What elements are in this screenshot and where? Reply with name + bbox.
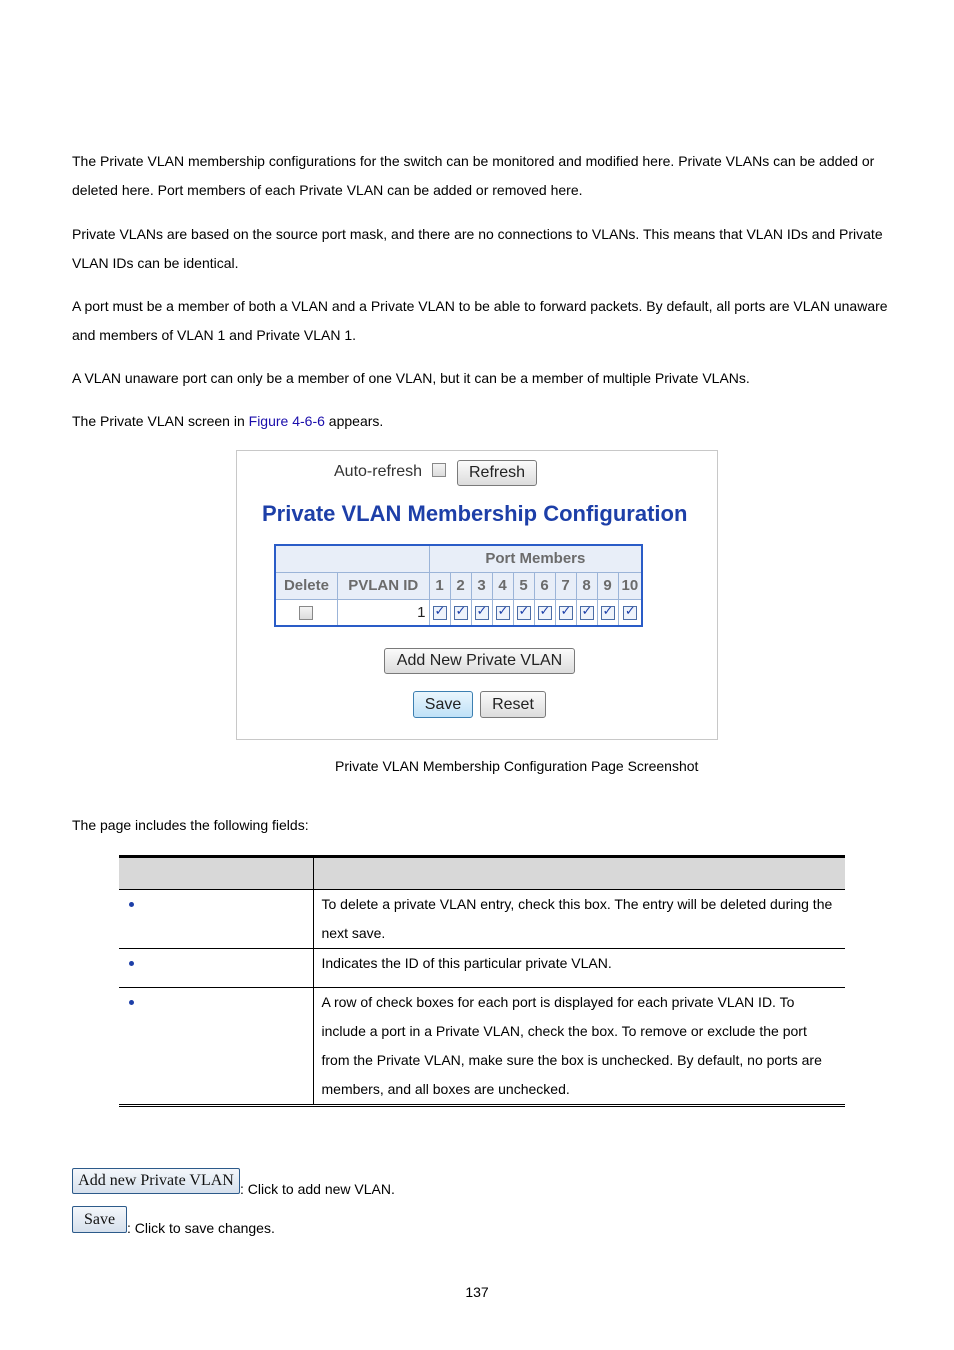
member-checkbox-port-3[interactable] bbox=[475, 606, 489, 620]
bullet-icon bbox=[129, 961, 134, 966]
fields-row-delete bbox=[119, 890, 845, 949]
member-checkbox-port-4[interactable] bbox=[496, 606, 510, 620]
legend-save-description: : Click to save changes. bbox=[127, 1220, 275, 1236]
member-cell-10 bbox=[618, 599, 642, 626]
field-description: To delete a private VLAN entry, check this box. The entry will be deleted during the next save. bbox=[313, 890, 845, 949]
port-header-9: 9 bbox=[597, 572, 618, 599]
refresh-button[interactable]: Refresh bbox=[457, 460, 537, 486]
member-checkbox-port-9[interactable] bbox=[601, 606, 615, 620]
port-header-1: 1 bbox=[429, 572, 450, 599]
fields-intro: The page includes the following fields: bbox=[72, 817, 309, 833]
save-button[interactable]: Save bbox=[413, 691, 473, 718]
member-checkbox-port-1[interactable] bbox=[433, 606, 447, 620]
legend-add-description: : Click to add new VLAN. bbox=[240, 1181, 395, 1197]
intro-paragraph-3: A port must be a member of both a VLAN and a Private VLAN to be able to forward packets. By default, all ports are VLAN unaware and members of VLAN 1 and Private VLAN 1. bbox=[72, 298, 888, 343]
member-checkbox-port-5[interactable] bbox=[517, 606, 531, 620]
delete-cell bbox=[275, 599, 337, 626]
port-header-5: 5 bbox=[513, 572, 534, 599]
figure-caption: Private VLAN Membership Configuration Page Screenshot bbox=[335, 758, 699, 774]
header-cell-object bbox=[119, 857, 313, 890]
fields-row-port-members bbox=[119, 988, 845, 1106]
field-name-cell bbox=[119, 988, 313, 1106]
delete-header: Delete bbox=[275, 572, 337, 599]
figure-reference-after: appears. bbox=[324, 413, 384, 429]
member-checkbox-port-8[interactable] bbox=[580, 606, 594, 620]
member-checkbox-port-10[interactable] bbox=[623, 606, 637, 620]
intro-paragraph-1: The Private VLAN membership configurations for the switch can be monitored and modified here. Private VLANs can be added or deleted here. Port members of each Private VLAN can be added or removed here. bbox=[72, 153, 875, 198]
pvlan-id-header: PVLAN ID bbox=[337, 572, 429, 599]
legend-save-button[interactable]: Save bbox=[72, 1206, 127, 1233]
field-name-cell bbox=[119, 890, 313, 949]
port-header-10: 10 bbox=[618, 572, 642, 599]
figure-reference-paragraph bbox=[72, 407, 892, 436]
member-cell-9 bbox=[597, 599, 618, 626]
intro-paragraph-4: A VLAN unaware port can only be a member of one VLAN, but it can be a member of multiple Private VLANs. bbox=[72, 370, 750, 386]
port-header-4: 4 bbox=[492, 572, 513, 599]
port-header-7: 7 bbox=[555, 572, 576, 599]
member-cell-4 bbox=[492, 599, 513, 626]
page-number: 137 bbox=[465, 1284, 489, 1300]
member-cell-8 bbox=[576, 599, 597, 626]
port-header-6: 6 bbox=[534, 572, 555, 599]
config-title: Private VLAN Membership Configuration bbox=[262, 501, 688, 526]
fields-table-header bbox=[119, 857, 845, 890]
pvlan-row bbox=[275, 599, 642, 626]
delete-checkbox[interactable] bbox=[299, 606, 313, 620]
member-checkbox-port-7[interactable] bbox=[559, 606, 573, 620]
port-header-2: 2 bbox=[450, 572, 471, 599]
pvlan-table bbox=[274, 544, 643, 627]
auto-refresh-label: Auto-refresh bbox=[334, 463, 423, 480]
add-new-private-vlan-button[interactable]: Add New Private VLAN bbox=[384, 648, 575, 674]
member-checkbox-port-6[interactable] bbox=[538, 606, 552, 620]
fields-row-pvlan-id bbox=[119, 949, 845, 988]
pvlan-id-cell: 1 bbox=[337, 599, 429, 626]
port-members-header: Port Members bbox=[429, 545, 642, 572]
field-description: A row of check boxes for each port is displayed for each private VLAN ID. To include a port in a Private VLAN, check the box. To remove or exclude the port from the Private VLAN, make sure the box is unchecked. By default, no ports are members, and all boxes are unchecked. bbox=[313, 988, 845, 1106]
member-cell-1 bbox=[429, 599, 450, 626]
field-name-cell bbox=[119, 949, 313, 988]
member-cell-2 bbox=[450, 599, 471, 626]
port-header-3: 3 bbox=[471, 572, 492, 599]
member-checkbox-port-2[interactable] bbox=[454, 606, 468, 620]
reset-button[interactable]: Reset bbox=[480, 691, 546, 718]
bullet-icon bbox=[129, 902, 134, 907]
figure-reference-before: The Private VLAN screen in bbox=[72, 413, 249, 429]
member-cell-7 bbox=[555, 599, 576, 626]
intro-paragraph-2: Private VLANs are based on the source port mask, and there are no connections to VLANs. This means that VLAN IDs and Private VLAN IDs can be identical. bbox=[72, 226, 883, 271]
auto-refresh-checkbox[interactable] bbox=[432, 463, 446, 477]
member-cell-3 bbox=[471, 599, 492, 626]
header-cell-description bbox=[313, 857, 845, 890]
member-cell-5 bbox=[513, 599, 534, 626]
figure-link[interactable]: Figure 4-6-6 bbox=[248, 413, 325, 429]
fields-table bbox=[119, 855, 845, 1107]
field-description: Indicates the ID of this particular private VLAN. bbox=[313, 949, 845, 988]
private-vlan-screenshot bbox=[236, 450, 718, 740]
header-blank bbox=[275, 545, 429, 572]
port-header-8: 8 bbox=[576, 572, 597, 599]
legend-add-new-private-vlan-button[interactable]: Add new Private VLAN bbox=[72, 1168, 240, 1194]
bullet-icon bbox=[129, 1000, 134, 1005]
member-cell-6 bbox=[534, 599, 555, 626]
